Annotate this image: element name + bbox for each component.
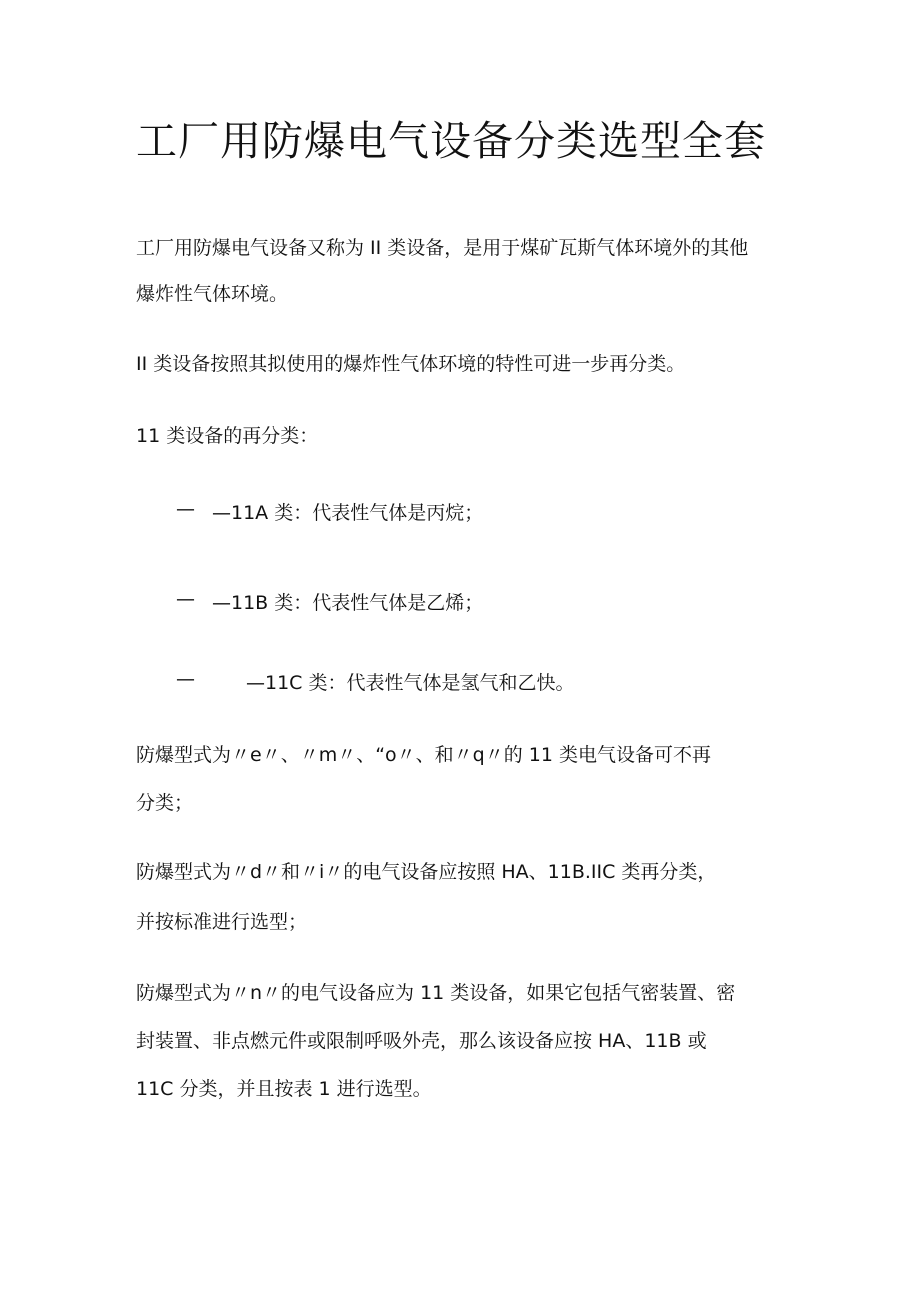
list-item-2-dash: — [176, 588, 195, 610]
paragraph-1-line-2: 爆炸性气体环境。 [136, 283, 289, 305]
paragraph-6-line-2: 封装置、非点燃元件或限制呼吸外壳，那么该设备应按 HA、11B 或 [136, 1030, 707, 1052]
list-item-1-text: —11A 类：代表性气体是丙烷； [212, 502, 484, 524]
list-item-2-text: —11B 类：代表性气体是乙烯； [212, 592, 484, 614]
paragraph-4-line-1: 防爆型式为〃e〃、〃m〃、“o〃、和〃q〃的 11 类电气设备可不再 [136, 744, 711, 766]
paragraph-3-line-1: 11 类设备的再分类： [136, 425, 319, 447]
paragraph-5-line-1: 防爆型式为〃d〃和〃i〃的电气设备应按照 HA、11B.IIC 类再分类， [136, 861, 717, 883]
list-item-3-text: —11C 类：代表性气体是氢气和乙快。 [246, 672, 575, 694]
paragraph-2-line-1: II 类设备按照其拟使用的爆炸性气体环境的特性可进一步再分类。 [136, 353, 686, 375]
paragraph-6-line-3: 11C 分类，并且按表 1 进行选型。 [136, 1078, 432, 1100]
list-item-3-dash: — [176, 668, 195, 690]
list-item-1-dash: — [176, 498, 195, 520]
paragraph-1-line-1: 工厂用防爆电气设备又称为 II 类设备，是用于煤矿瓦斯气体环境外的其他 [136, 237, 749, 259]
paragraph-5-line-2: 并按标准进行选型； [136, 911, 308, 933]
document-title: 工厂用防爆电气设备分类选型全套 [136, 117, 766, 165]
paragraph-6-line-1: 防爆型式为〃n〃的电气设备应为 11 类设备，如果它包括气密装置、密 [136, 982, 736, 1004]
paragraph-4-line-2: 分类； [136, 792, 194, 814]
